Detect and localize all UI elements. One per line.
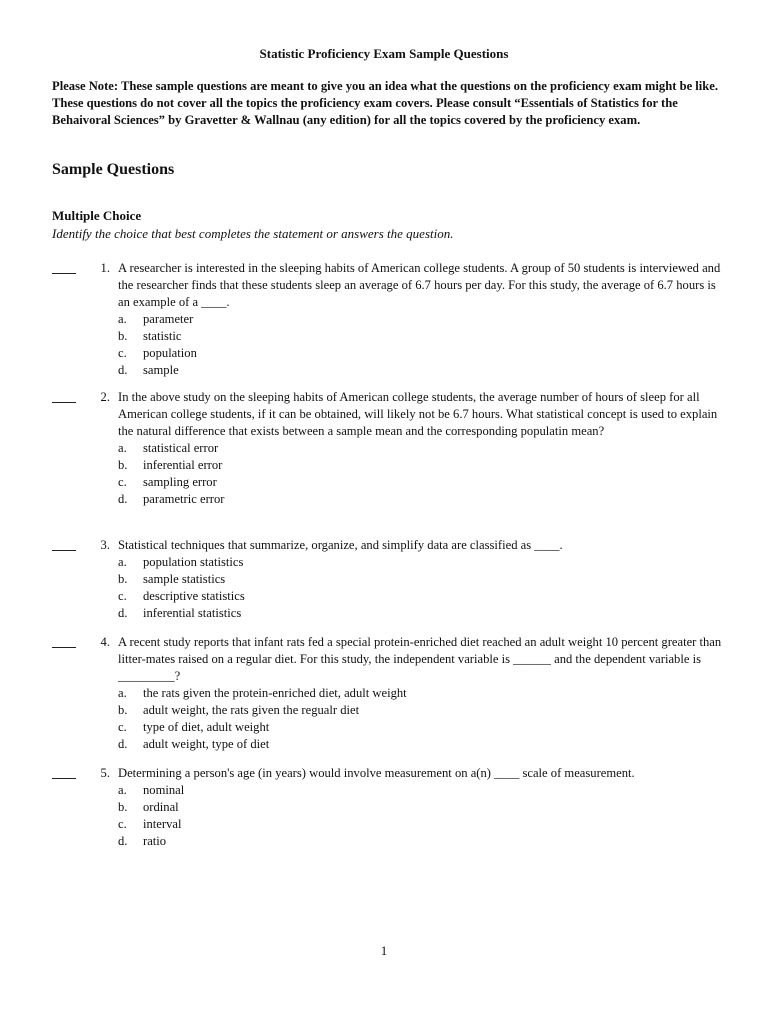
option-text: type of diet, adult weight — [143, 720, 270, 734]
option-letter: b. — [118, 458, 128, 472]
question-text: A recent study reports that infant rats fed a special protein-enriched diet reached an adult weight 10 percent greater than litter-mates raised on a regular diet. For this study, the independent variable is ______ and the dependent variable is _________? — [118, 635, 722, 683]
answer-blank — [52, 647, 76, 648]
option-letter: c. — [118, 720, 127, 734]
option-text: sample statistics — [143, 572, 226, 586]
option-letter: d. — [118, 737, 128, 751]
option-text: interval — [143, 817, 182, 831]
option-letter: b. — [118, 572, 128, 586]
option-item — [118, 328, 723, 345]
question-text: In the above study on the sleeping habits of American college students, the average number of hours of sleep for all American college students, if it can be obtained, will likely not be 6.7 hours. What statistical concept is used to explain the natural difference that exists between a sample mean and the corresponding populatin mean? — [118, 390, 718, 438]
option-item — [118, 554, 723, 571]
option-text: parameter — [143, 312, 194, 326]
option-text: descriptive statistics — [143, 589, 245, 603]
option-letter: b. — [118, 800, 128, 814]
question-body — [118, 765, 723, 850]
options-list — [118, 554, 723, 622]
option-item — [118, 345, 723, 362]
option-text: population statistics — [143, 555, 244, 569]
option-item — [118, 719, 723, 736]
question-number: 2. — [100, 390, 110, 404]
option-letter: a. — [118, 555, 127, 569]
option-text: the rats given the protein-enriched diet, adult weight — [143, 686, 407, 700]
option-item — [118, 571, 723, 588]
option-letter: c. — [118, 475, 127, 489]
option-letter: d. — [118, 834, 128, 848]
option-letter: c. — [118, 589, 127, 603]
question-body — [118, 260, 723, 379]
option-item — [118, 605, 723, 622]
option-letter: b. — [118, 329, 128, 343]
multiple-choice-instructions: Identify the choice that best completes the statement or answers the question. — [52, 226, 454, 241]
option-text: sampling error — [143, 475, 217, 489]
question-text: A researcher is interested in the sleeping habits of American college students. A group of 50 students is interviewed and the researcher finds that these students sleep an average of 6.7 hours per day. For this study, the average of 6.7 hours is an example of a ____. — [118, 261, 721, 309]
option-letter: a. — [118, 686, 127, 700]
question-number: 5. — [100, 766, 110, 780]
option-item — [118, 474, 723, 491]
option-item — [118, 311, 723, 328]
option-text: inferential statistics — [143, 606, 242, 620]
option-text: parametric error — [143, 492, 225, 506]
option-item — [118, 588, 723, 605]
option-text: population — [143, 346, 197, 360]
option-text: ordinal — [143, 800, 179, 814]
option-letter: a. — [118, 312, 127, 326]
option-text: sample — [143, 363, 179, 377]
question-number: 3. — [100, 538, 110, 552]
option-text: nominal — [143, 783, 185, 797]
question-text: Statistical techniques that summarize, organize, and simplify data are classified as ____. — [118, 538, 563, 552]
option-item — [118, 782, 723, 799]
question-body — [118, 634, 723, 753]
option-letter: d. — [118, 492, 128, 506]
option-text: adult weight, type of diet — [143, 737, 270, 751]
option-item — [118, 816, 723, 833]
document-title: Statistic Proficiency Exam Sample Questions — [259, 46, 509, 61]
option-item — [118, 685, 723, 702]
option-text: ratio — [143, 834, 167, 848]
answer-blank — [52, 402, 76, 403]
options-list — [118, 440, 723, 508]
option-letter: a. — [118, 441, 127, 455]
answer-blank — [52, 550, 76, 551]
option-text: statistic — [143, 329, 182, 343]
option-letter: d. — [118, 606, 128, 620]
page-number: 1 — [380, 943, 388, 958]
option-item — [118, 736, 723, 753]
question-number: 1. — [100, 261, 110, 275]
answer-blank — [52, 273, 76, 274]
options-list — [118, 782, 723, 850]
option-text: statistical error — [143, 441, 219, 455]
question-body — [118, 537, 723, 622]
option-item — [118, 833, 723, 850]
please-note-paragraph: Please Note: These sample questions are meant to give you an idea what the questions on the proficiency exam might be like. These questions do not cover all the topics the proficiency exam covers. Please consult “Essentials of Statistics for the Behaivoral Sciences” by Gravetter & Wallnau (any edition) for all the topics covered by the proficiency exam. — [52, 79, 719, 127]
answer-blank — [52, 778, 76, 779]
option-item — [118, 362, 723, 379]
option-letter: c. — [118, 346, 127, 360]
option-text: adult weight, the rats given the regualr diet — [143, 703, 360, 717]
option-item — [118, 799, 723, 816]
question-body — [118, 389, 723, 508]
section-heading: Sample Questions — [52, 161, 175, 178]
option-letter: d. — [118, 363, 128, 377]
option-text: inferential error — [143, 458, 223, 472]
option-letter: b. — [118, 703, 128, 717]
option-item — [118, 440, 723, 457]
question-text: Determining a person's age (in years) would involve measurement on a(n) ____ scale of measurement. — [118, 766, 635, 780]
question-number: 4. — [100, 635, 110, 649]
option-item — [118, 457, 723, 474]
multiple-choice-heading: Multiple Choice — [52, 208, 142, 223]
options-list — [118, 685, 723, 753]
option-letter: c. — [118, 817, 127, 831]
option-item — [118, 491, 723, 508]
option-item — [118, 702, 723, 719]
options-list — [118, 311, 723, 379]
option-letter: a. — [118, 783, 127, 797]
